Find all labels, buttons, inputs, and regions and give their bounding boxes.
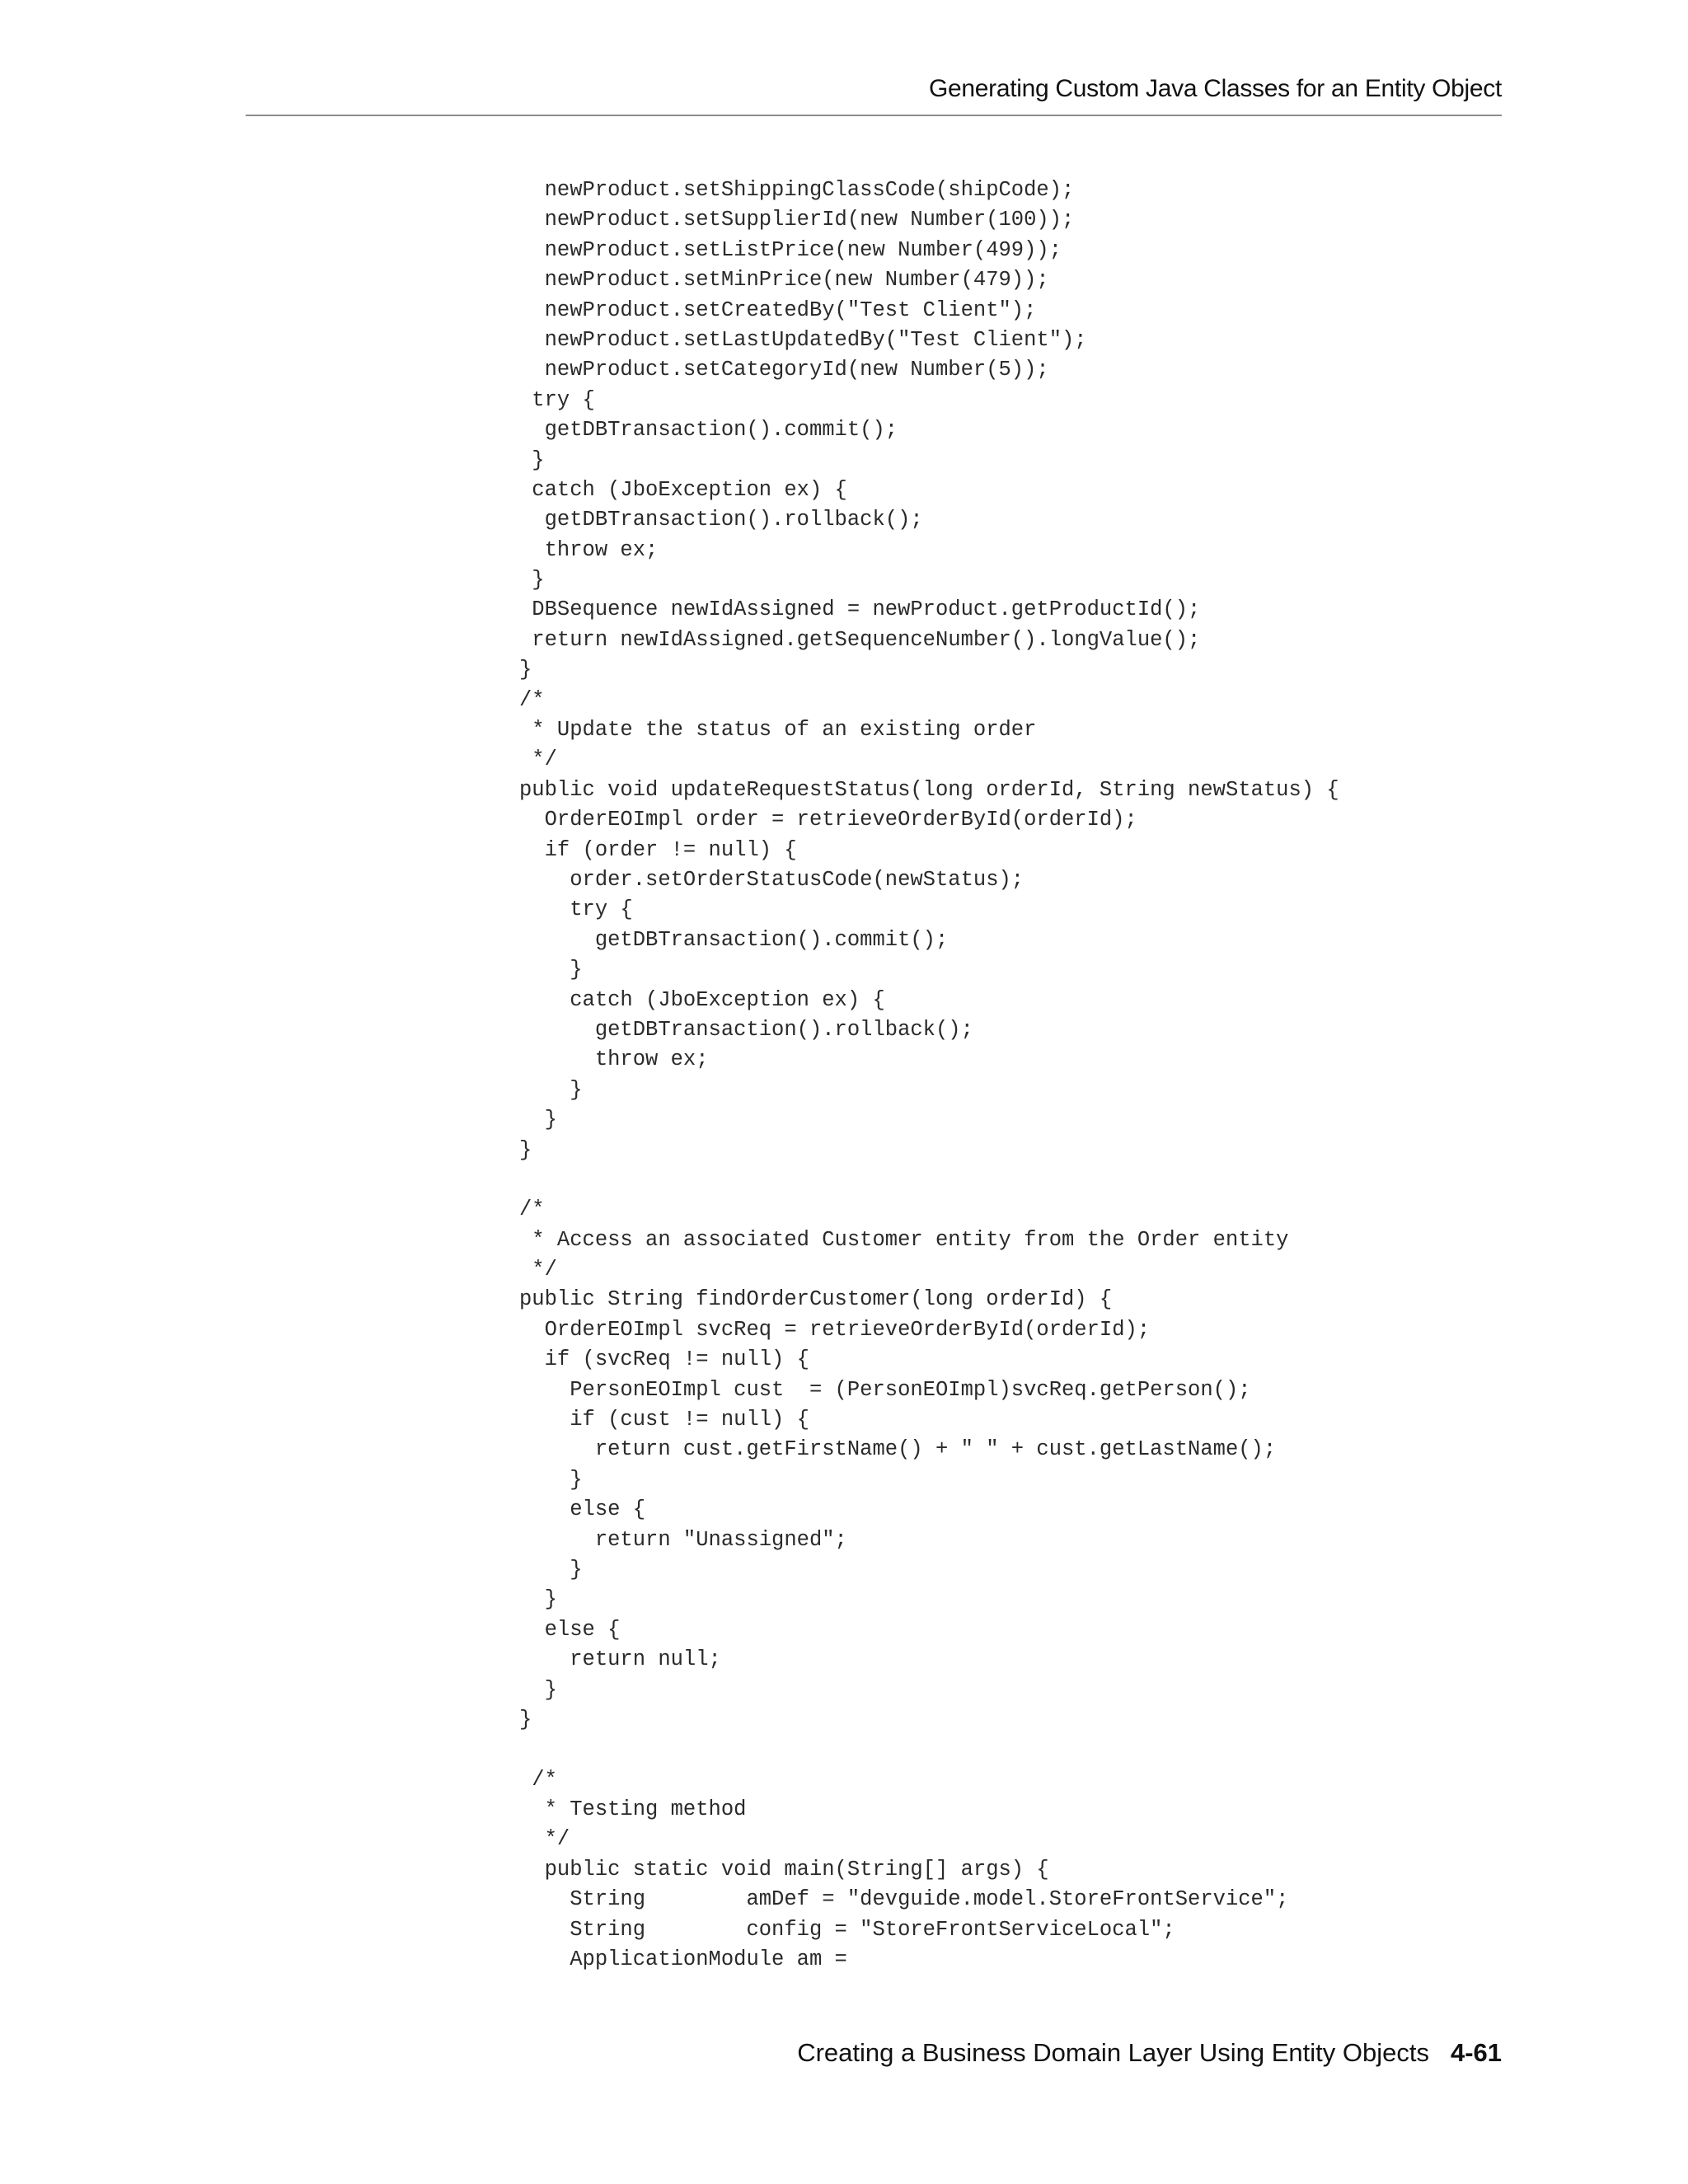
code-line: } bbox=[519, 1467, 583, 1492]
code-line: return newIdAssigned.getSequenceNumber().longValue(); bbox=[519, 627, 1201, 652]
code-line: } bbox=[519, 1557, 583, 1582]
code-line: return cust.getFirstName() + " " + cust.getLastName(); bbox=[519, 1437, 1277, 1462]
code-line: ApplicationModule am = bbox=[519, 1947, 847, 1972]
code-line: public void updateRequestStatus(long orderId, String newStatus) { bbox=[519, 777, 1339, 802]
code-line: newProduct.setLastUpdatedBy("Test Client"); bbox=[519, 327, 1087, 352]
code-line: getDBTransaction().commit(); bbox=[519, 927, 949, 952]
page-number: 4-61 bbox=[1450, 2038, 1502, 2067]
code-line: return "Unassigned"; bbox=[519, 1527, 847, 1552]
code-line: * Access an associated Customer entity from the Order entity bbox=[519, 1227, 1289, 1252]
code-line: getDBTransaction().rollback(); bbox=[519, 1017, 973, 1042]
code-line: getDBTransaction().commit(); bbox=[519, 418, 898, 443]
code-line: else { bbox=[519, 1617, 621, 1642]
code-line: } bbox=[519, 568, 545, 593]
code-line: newProduct.setMinPrice(new Number(479)); bbox=[519, 268, 1049, 293]
code-line: try { bbox=[519, 387, 595, 412]
code-line: } bbox=[519, 1108, 557, 1132]
header-rule bbox=[246, 115, 1502, 116]
code-line: newProduct.setCreatedBy("Test Client"); bbox=[519, 298, 1037, 322]
code-line: DBSequence newIdAssigned = newProduct.getProductId(); bbox=[519, 598, 1201, 622]
code-line: throw ex; bbox=[519, 537, 659, 562]
code-listing bbox=[519, 176, 1339, 1975]
code-line: else { bbox=[519, 1497, 646, 1522]
running-header bbox=[246, 73, 1502, 105]
code-line: } bbox=[519, 1077, 583, 1102]
code-line: if (svcReq != null) { bbox=[519, 1347, 809, 1372]
code-line: } bbox=[519, 448, 545, 472]
code-line: String config = "StoreFrontServiceLocal"; bbox=[519, 1917, 1175, 1942]
code-line: } bbox=[519, 1707, 532, 1732]
code-line: } bbox=[519, 658, 532, 682]
code-line: PersonEOImpl cust = (PersonEOImpl)svcReq.getPerson(); bbox=[519, 1377, 1251, 1402]
footer-title: Creating a Business Domain Layer Using Entity Objects bbox=[797, 2038, 1429, 2067]
code-line bbox=[519, 1735, 1339, 1765]
code-line: OrderEOImpl order = retrieveOrderById(orderId); bbox=[519, 808, 1137, 832]
code-line: public static void main(String[] args) { bbox=[519, 1857, 1049, 1882]
code-line: newProduct.setSupplierId(new Number(100)); bbox=[519, 208, 1075, 232]
code-line: return null; bbox=[519, 1647, 721, 1672]
code-line: catch (JboException ex) { bbox=[519, 477, 847, 502]
code-line: } bbox=[519, 1587, 557, 1612]
code-line: * Testing method bbox=[519, 1797, 747, 1822]
code-line: /* bbox=[519, 1767, 557, 1792]
code-line: catch (JboException ex) { bbox=[519, 987, 885, 1012]
code-line: } bbox=[519, 1677, 557, 1702]
code-line: newProduct.setCategoryId(new Number(5)); bbox=[519, 358, 1049, 382]
code-line: */ bbox=[519, 1258, 557, 1282]
code-line: if (order != null) { bbox=[519, 837, 797, 862]
running-footer bbox=[246, 2036, 1502, 2069]
code-line: OrderEOImpl svcReq = retrieveOrderById(orderId); bbox=[519, 1317, 1151, 1342]
code-line: getDBTransaction().rollback(); bbox=[519, 508, 923, 532]
code-line: * Update the status of an existing order bbox=[519, 718, 1037, 743]
code-line: } bbox=[519, 958, 583, 982]
code-line: try { bbox=[519, 898, 633, 922]
code-line: String amDef = "devguide.model.StoreFrontService"; bbox=[519, 1887, 1289, 1912]
code-line: */ bbox=[519, 748, 557, 772]
code-line: newProduct.setListPrice(new Number(499)); bbox=[519, 237, 1062, 262]
code-line: newProduct.setShippingClassCode(shipCode); bbox=[519, 178, 1075, 202]
header-title: Generating Custom Java Classes for an Entity Object bbox=[928, 75, 1502, 102]
code-line: /* bbox=[519, 687, 545, 712]
code-line: order.setOrderStatusCode(newStatus); bbox=[519, 867, 1025, 892]
code-line: public String findOrderCustomer(long orderId) { bbox=[519, 1287, 1113, 1312]
code-line: if (cust != null) { bbox=[519, 1408, 809, 1432]
code-line: } bbox=[519, 1137, 532, 1162]
code-line: /* bbox=[519, 1197, 545, 1222]
code-line: */ bbox=[519, 1827, 570, 1852]
code-line bbox=[519, 1165, 1339, 1195]
code-line: throw ex; bbox=[519, 1047, 709, 1072]
